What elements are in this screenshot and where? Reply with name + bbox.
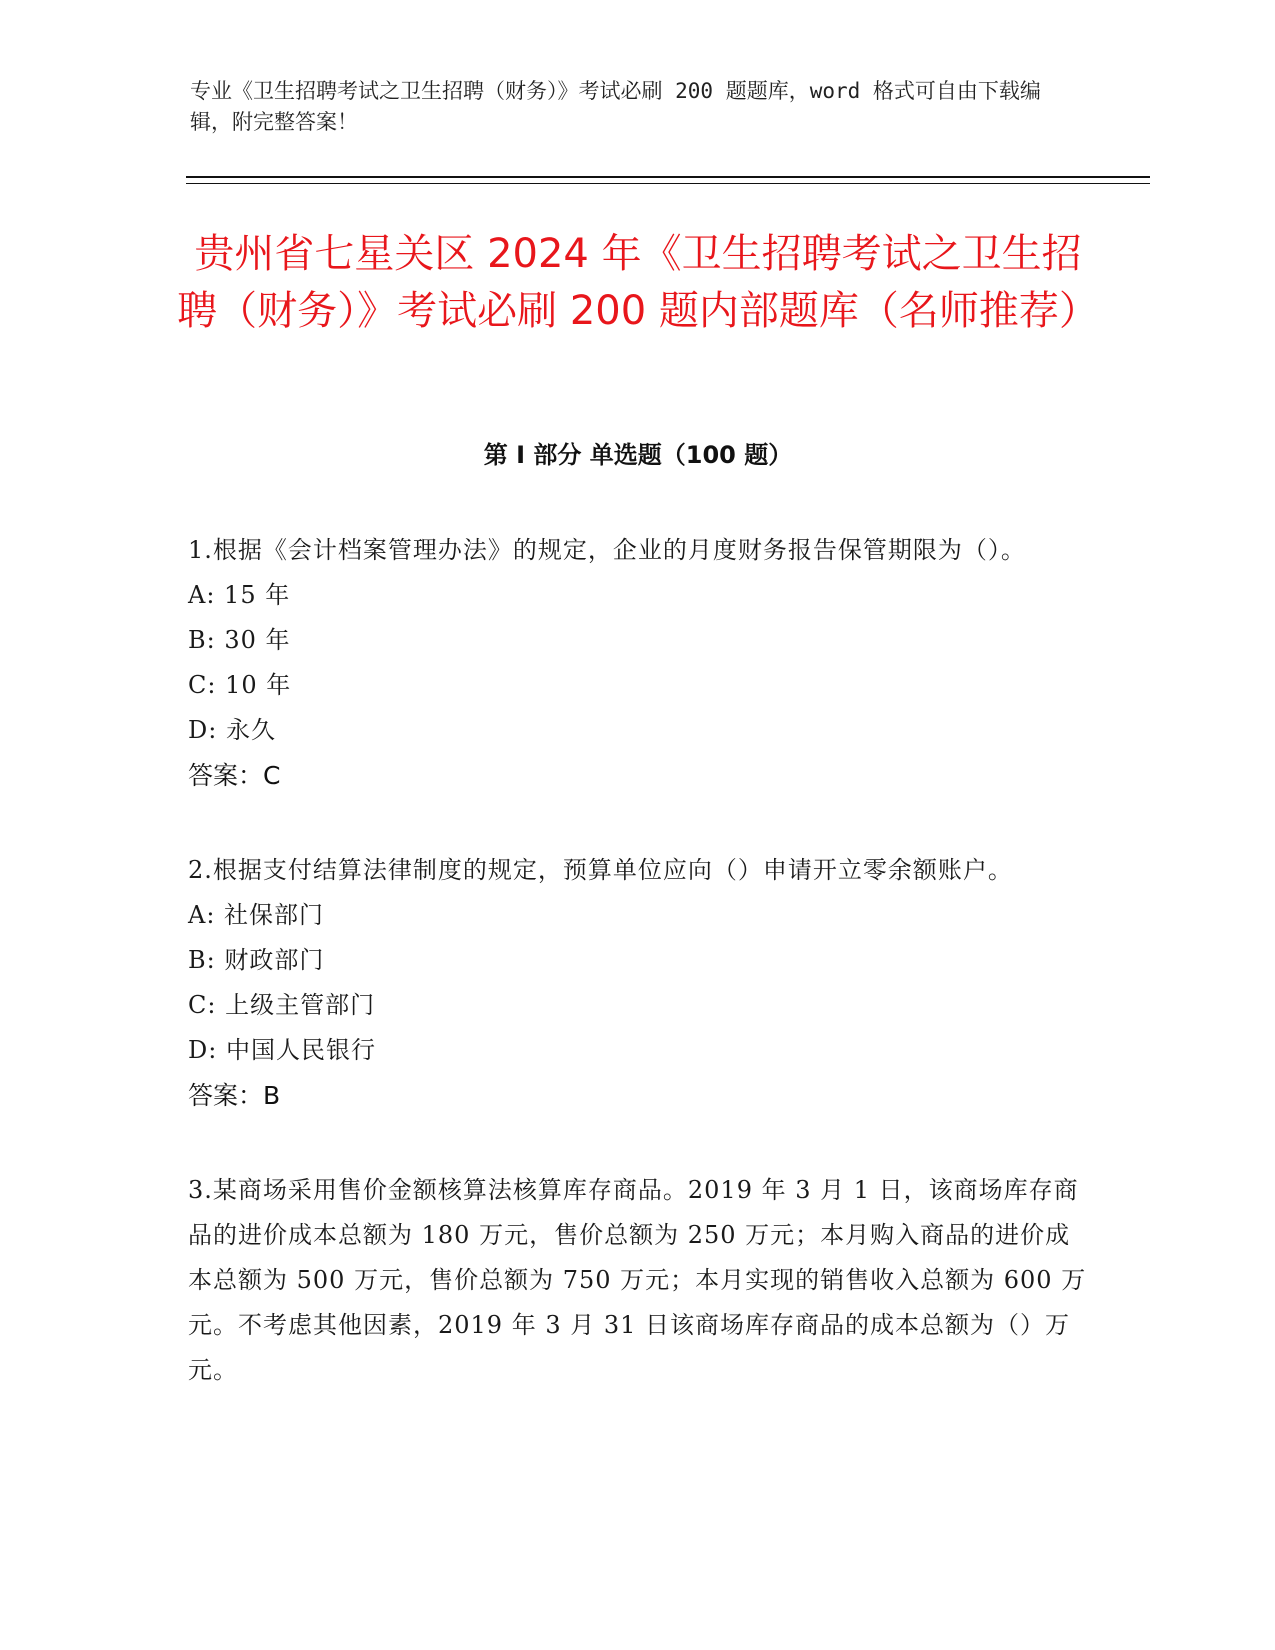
option-c: C: 上级主管部门 [188,991,376,1019]
option-d: D: 永久 [188,716,276,744]
question-stem: 2.根据支付结算法律制度的规定，预算单位应向（）申请开立零余额账户。 [188,856,1013,884]
answer-label: 答案：C [188,761,281,790]
option-a: A: 15 年 [188,581,291,609]
header-note: 专业《卫生招聘考试之卫生招聘（财务）》考试必刷 200 题题库，word 格式可自由下载编辑，附完整答案！ [190,79,1041,134]
option-a: A: 社保部门 [188,901,325,929]
section-title: 第 I 部分 单选题（100 题） [483,441,793,469]
question-list [188,528,1088,1443]
question-stem: 3.某商场采用售价金额核算法核算库存商品。2019 年 3 月 1 日，该商场库存商品的进价成本总额为 180 万元，售价总额为 250 万元；本月购入商品的进价成本总额为 500 万元，售价总额为 750 万元；本月实现的销售收入总额为 600 万元。不考虑其他因素，2019 年 3 月 31 日该商场库存商品的成本总额为（）万元。 [188,1176,1087,1384]
header-divider-thick [186,176,1150,178]
question-3 [188,1168,1088,1393]
option-b: B: 财政部门 [188,946,325,974]
document-title: 贵州省七星关区 2024 年《卫生招聘考试之卫生招聘（财务）》考试必刷 200 题内部题库（名师推荐） [177,231,1099,334]
question-2 [188,848,1088,1118]
question-1 [188,528,1088,798]
option-c: C: 10 年 [188,671,292,699]
option-b: B: 30 年 [188,626,291,654]
answer-label: 答案：B [188,1081,281,1110]
header-divider-thin [186,183,1150,184]
question-stem: 1.根据《会计档案管理办法》的规定，企业的月度财务报告保管期限为（）。 [188,536,1026,564]
option-d: D: 中国人民银行 [188,1036,376,1064]
